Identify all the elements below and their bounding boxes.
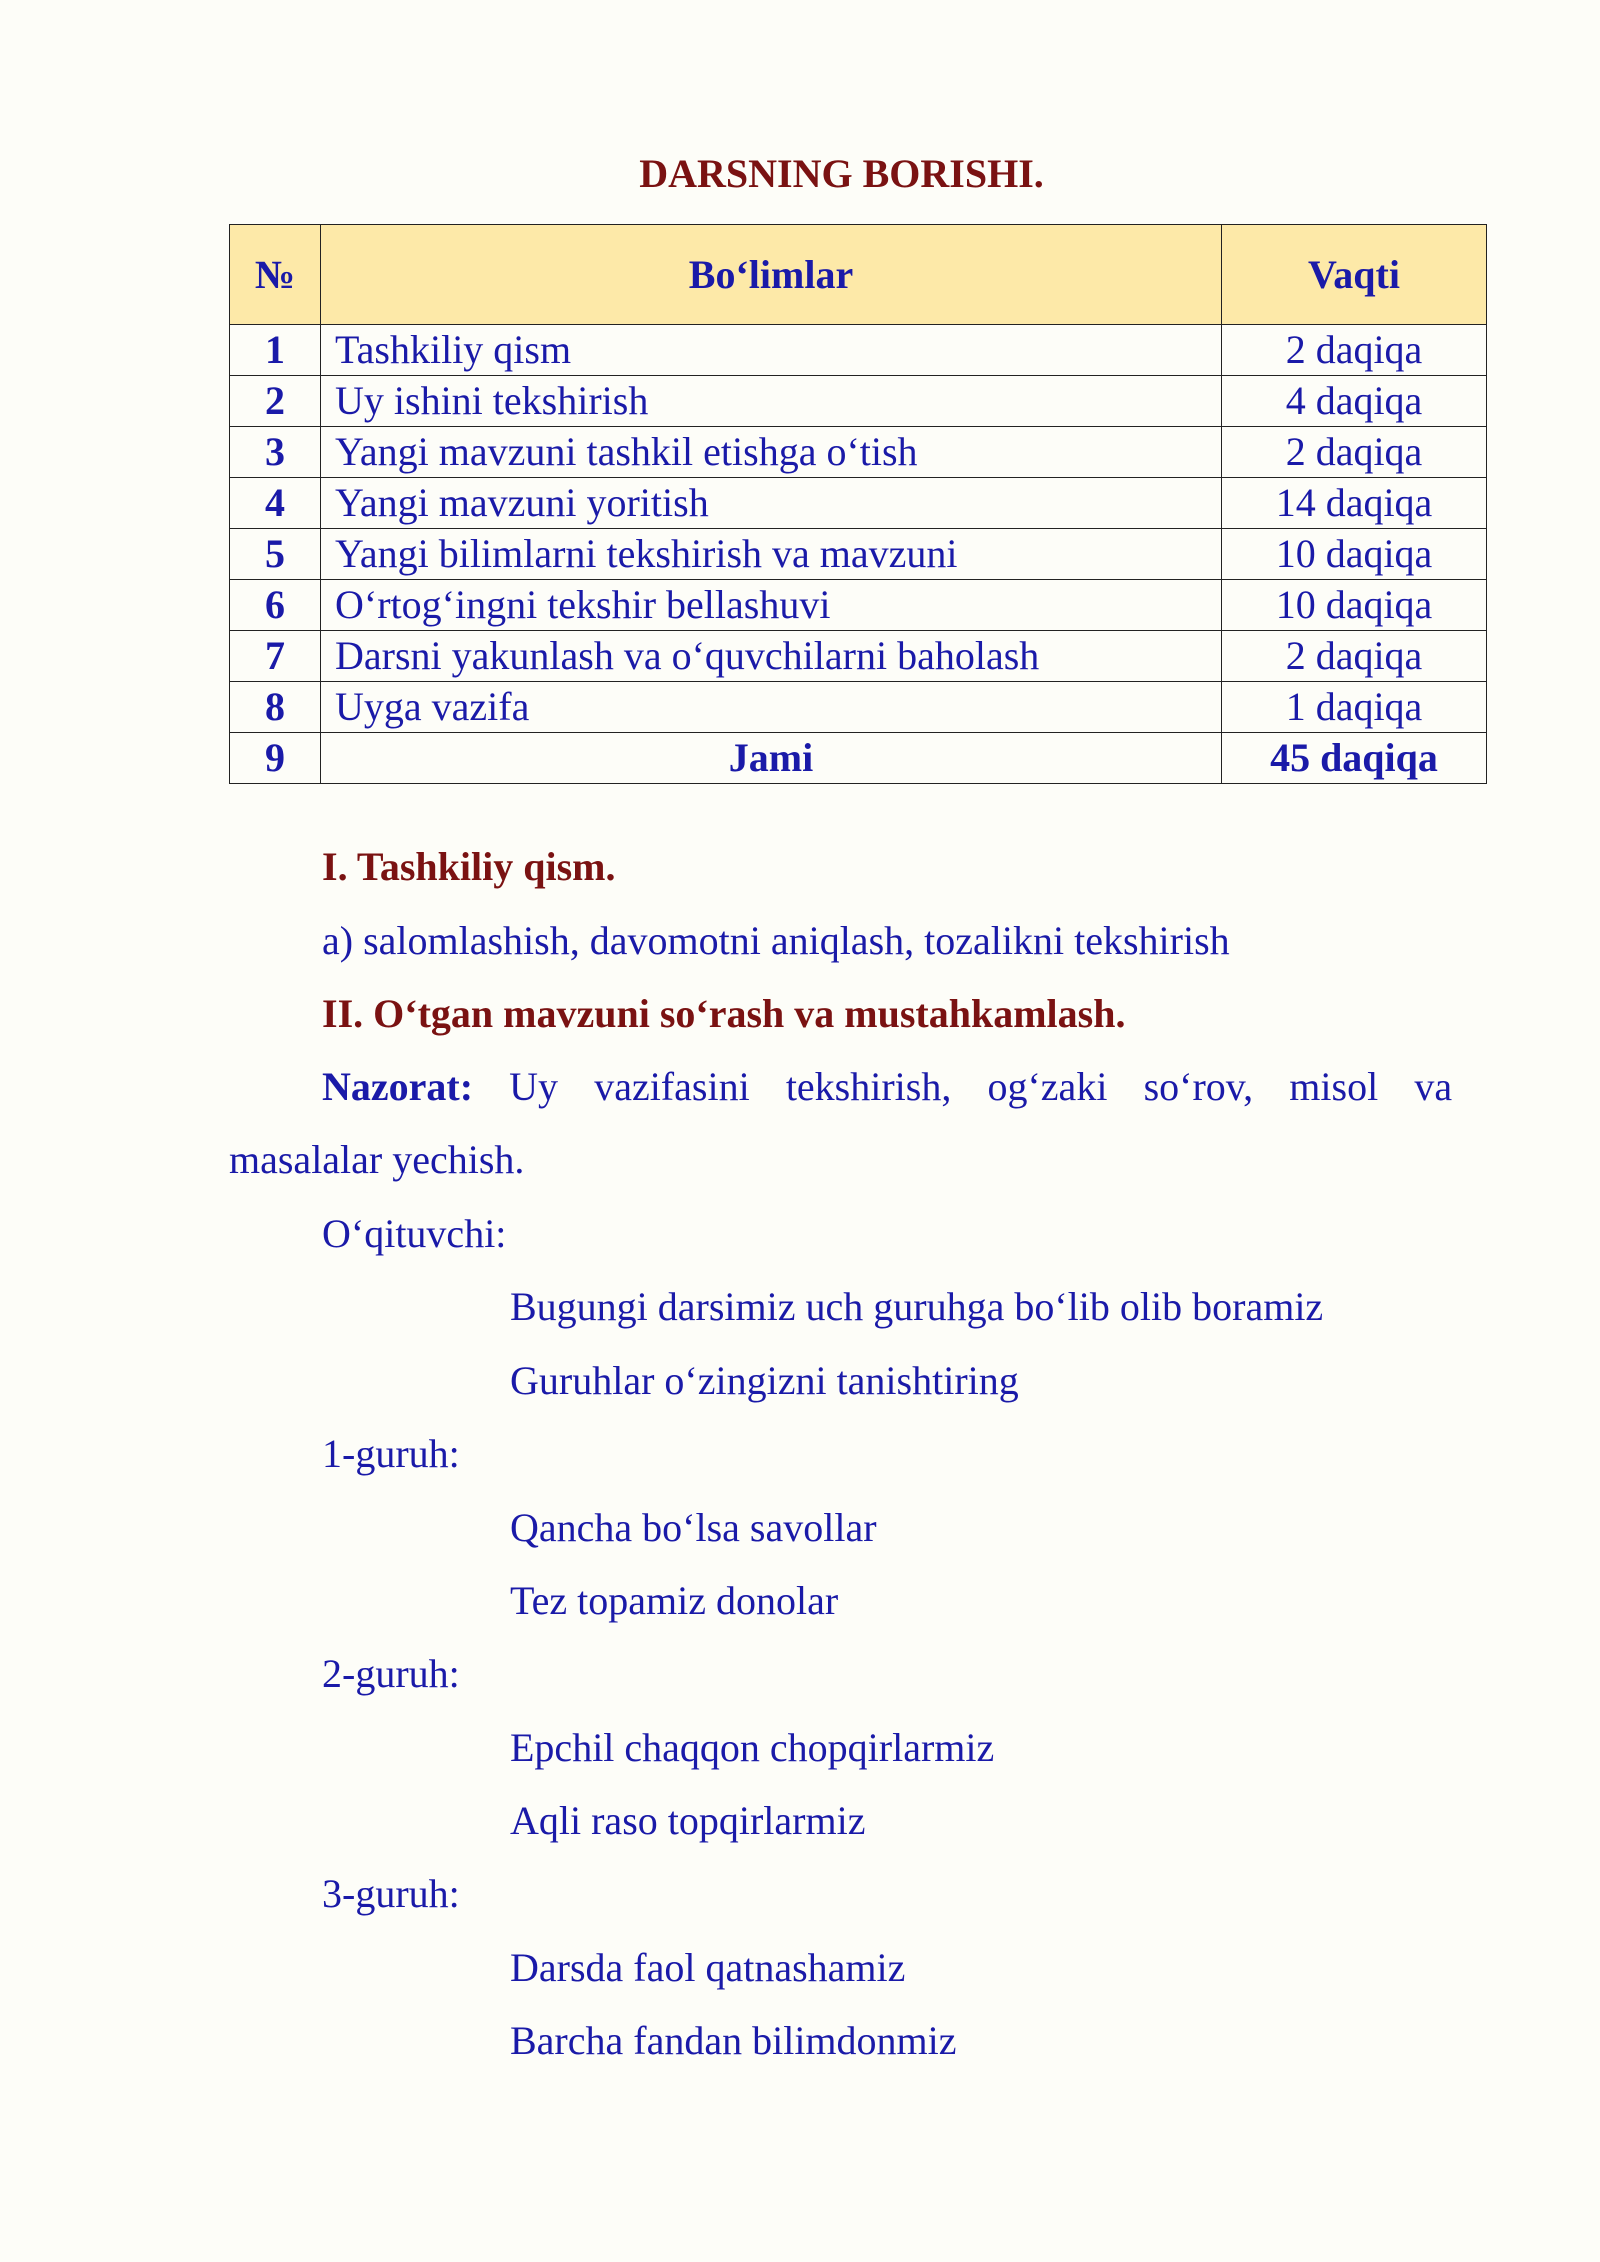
row-time: 4 daqiqa [1222, 376, 1487, 427]
nazorat-word: Uy [509, 1064, 559, 1109]
nazorat-continuation: masalalar yechish. [229, 1137, 525, 1182]
nazorat-word: vazifasini [594, 1064, 750, 1109]
row-number: 6 [230, 580, 321, 631]
row-number: 5 [230, 529, 321, 580]
table-row [230, 325, 1487, 376]
teacher-line: Bugungi darsimiz uch guruhga bo‘lib olib boramiz [510, 1284, 1324, 1329]
nazorat-word: va [1414, 1064, 1453, 1109]
section-1-text: a) salomlashish, davomotni aniqlash, tozalikni tekshirish [322, 918, 1230, 963]
group-label: 2-guruh: [322, 1651, 460, 1696]
row-time: 10 daqiqa [1222, 529, 1487, 580]
table-row [230, 427, 1487, 478]
row-time: 2 daqiqa [1222, 325, 1487, 376]
row-section: Darsni yakunlash va o‘quvchilarni baholash [321, 631, 1222, 682]
row-section: Uyga vazifa [321, 682, 1222, 733]
teacher-line: Guruhlar o‘zingizni tanishtiring [510, 1358, 1019, 1403]
row-section: O‘rtog‘ingni tekshir bellashuvi [321, 580, 1222, 631]
table-row [230, 529, 1487, 580]
row-section: Uy ishini tekshirish [321, 376, 1222, 427]
group-motto-line: Qancha bo‘lsa savollar [510, 1505, 877, 1550]
group-label: 1-guruh: [322, 1431, 460, 1476]
section-heading-2: II. O‘tgan mavzuni so‘rash va mustahkamlash. [322, 991, 1126, 1036]
row-time: 10 daqiqa [1222, 580, 1487, 631]
group-motto-line: Darsda faol qatnashamiz [510, 1945, 906, 1990]
group-motto-line: Aqli raso topqirlarmiz [510, 1798, 866, 1843]
table-row [230, 376, 1487, 427]
row-section: Yangi mavzuni yoritish [321, 478, 1222, 529]
row-number: 4 [230, 478, 321, 529]
nazorat-word: og‘zaki [987, 1064, 1108, 1109]
header-number: № [230, 225, 321, 325]
table-total-row [230, 733, 1487, 784]
header-sections: Bo‘limlar [321, 225, 1222, 325]
row-section: Yangi bilimlarni tekshirish va mavzuni [321, 529, 1222, 580]
nazorat-word: so‘rov, [1143, 1064, 1254, 1109]
row-number: 2 [230, 376, 321, 427]
row-number: 7 [230, 631, 321, 682]
row-time: 14 daqiqa [1222, 478, 1487, 529]
table-row [230, 478, 1487, 529]
nazorat-label: Nazorat: [322, 1064, 474, 1109]
group-motto-line: Tez topamiz donolar [510, 1578, 839, 1623]
page-title: DARSNING BORISHI. [639, 151, 1044, 196]
group-motto-line: Epchil chaqqon chopqirlarmiz [510, 1725, 995, 1770]
nazorat-word: tekshirish, [785, 1064, 952, 1109]
teacher-label: O‘qituvchi: [322, 1211, 507, 1256]
nazorat-line [322, 1063, 1452, 1111]
row-time: 2 daqiqa [1222, 631, 1487, 682]
table-header-row [230, 225, 1487, 325]
row-number: 9 [230, 733, 321, 784]
total-time: 45 daqiqa [1222, 733, 1487, 784]
row-time: 2 daqiqa [1222, 427, 1487, 478]
table-row [230, 580, 1487, 631]
group-label: 3-guruh: [322, 1871, 460, 1916]
row-time: 1 daqiqa [1222, 682, 1487, 733]
row-section: Yangi mavzuni tashkil etishga o‘tish [321, 427, 1222, 478]
section-heading-1: I. Tashkiliy qism. [322, 844, 616, 889]
lesson-schedule-table [229, 224, 1487, 784]
row-number: 8 [230, 682, 321, 733]
total-label: Jami [321, 733, 1222, 784]
table-row [230, 682, 1487, 733]
header-time: Vaqti [1222, 225, 1487, 325]
nazorat-word: misol [1289, 1064, 1379, 1109]
row-section: Tashkiliy qism [321, 325, 1222, 376]
group-motto-line: Barcha fandan bilimdonmiz [510, 2018, 957, 2063]
row-number: 3 [230, 427, 321, 478]
table-row [230, 631, 1487, 682]
row-number: 1 [230, 325, 321, 376]
